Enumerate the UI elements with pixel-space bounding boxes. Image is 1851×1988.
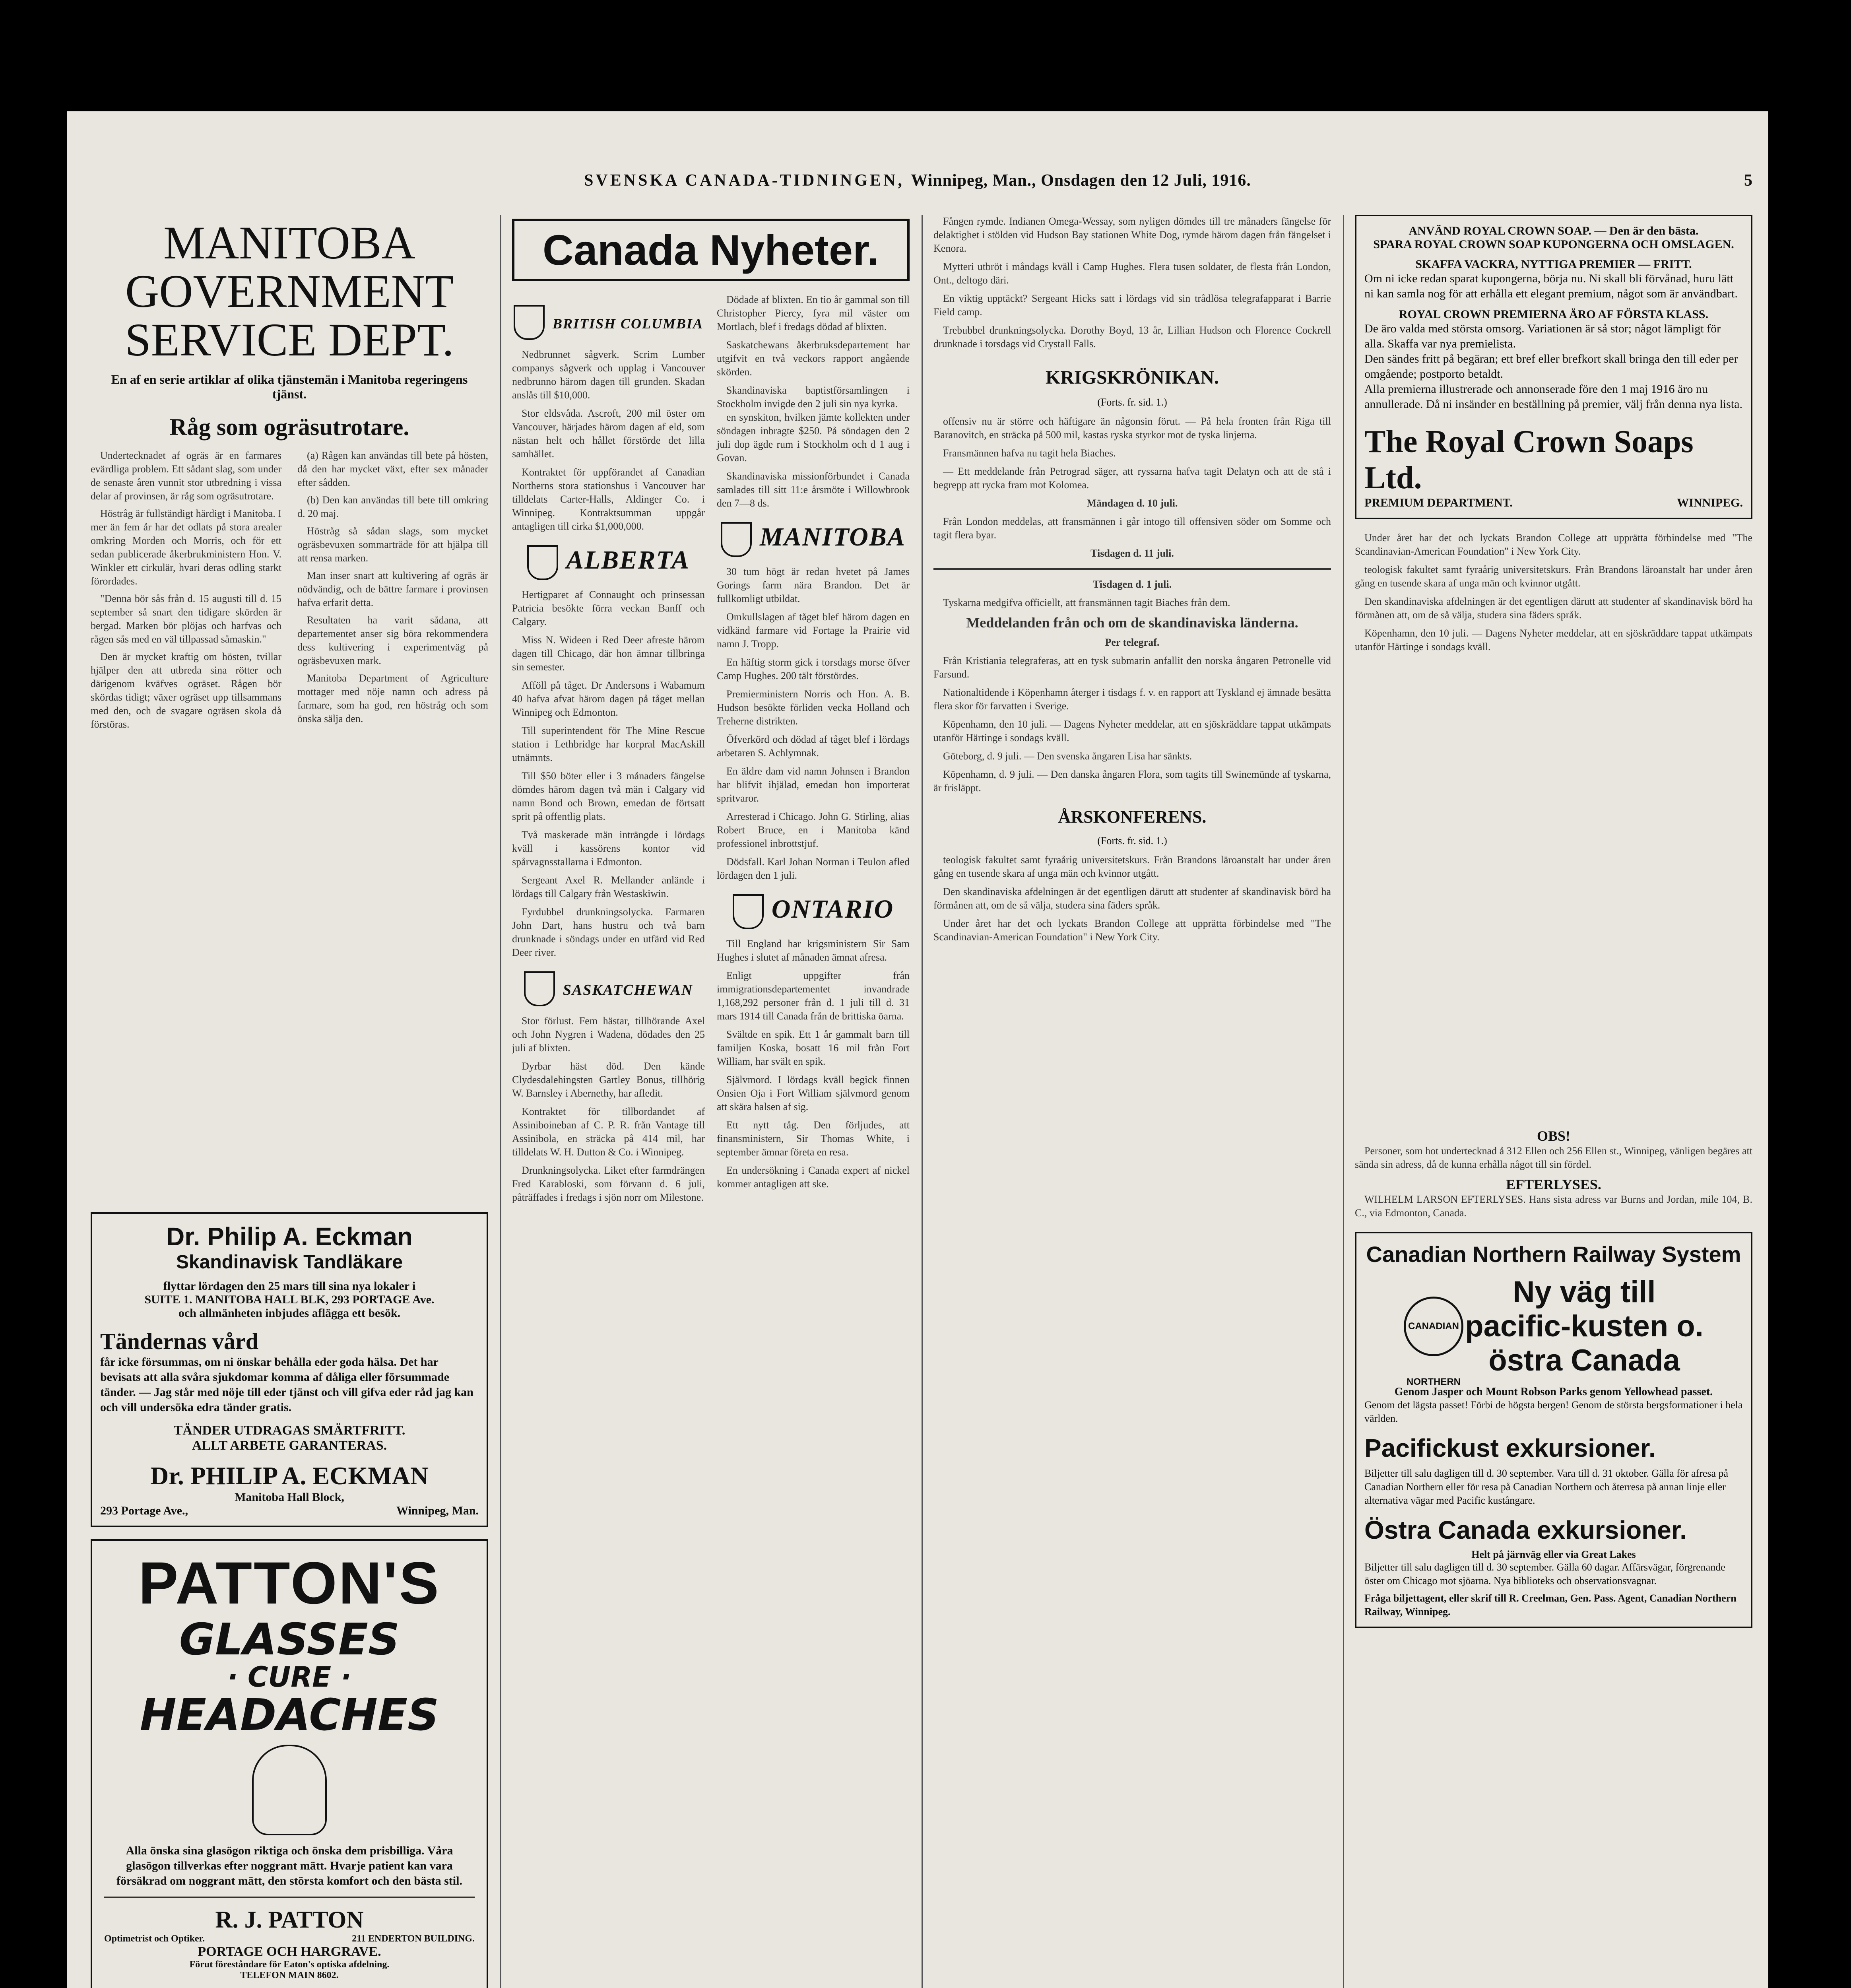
conference-title: ÅRSKONFERENS.	[1058, 807, 1207, 827]
dept-title	[91, 219, 488, 364]
crest-icon	[514, 305, 545, 340]
obs-title: OBS!	[1537, 1128, 1571, 1144]
ad-slogan-1: TÄNDER UTDRAGAS SMÄRTFRITT.	[173, 1423, 406, 1438]
divider	[104, 1897, 475, 1898]
news-item: Miss N. Wideen i Red Deer afreste härom dagen till Chicago, där hon ämnar tillbringa sin semester.	[512, 634, 705, 673]
ontario-heading	[717, 894, 910, 929]
news-item: Öfverkörd och dödad af tåget blef i lördags arbetaren S. Achlymnak.	[717, 734, 910, 759]
efterlyses-paragraph: WILHELM LARSON EFTERLYSES. Hans sista adress var Burns and Jordan, mile 104, B. C., via Edmonton, Canada.	[1355, 1194, 1752, 1219]
crest-icon	[527, 545, 558, 580]
column-divider	[500, 215, 501, 1988]
scandinavian-news	[933, 578, 1331, 795]
news-item: Omkullslagen af tåget blef härom dagen en vidkänd farmare vid Fortage la Prairie vid namn J. Tropp.	[717, 611, 910, 650]
crest-icon	[721, 522, 752, 557]
manitoba-news	[717, 565, 910, 882]
ad-care-text: får icke försummas, om ni önskar behålla eder goda hälsa. Det har bevisats att alla svåra sjukdomar komma af dåliga eller försummade tänder. — Jag står med nöje till eder tjänst och vill gifva eder råd jag kan och vill undersöka edra tänder gratis.	[100, 1355, 473, 1414]
conference-body	[933, 853, 1331, 944]
news-item: Från London meddelas, att fransmännen i går intogo till offensiven söder om Somme och tagit flera byar.	[933, 516, 1331, 541]
column-2	[512, 215, 910, 1988]
patton-role-row	[104, 1934, 475, 1944]
ad-street-row	[100, 1504, 479, 1518]
news-item: En undersökning i Canada expert af nickel kommer antagligen att ske.	[717, 1165, 910, 1190]
news-item: Fången rymde. Indianen Omega-Wessay, som nyligen dömdes till tre månaders fängelse för delaktighet i stölden vid Hudson Bay stationen White Dog, rymde härom dagen från fängelset i Kenora.	[933, 215, 1331, 254]
obs-text	[1355, 1144, 1752, 1171]
news-item: Ett nytt tåg. Den förljudes, att finansministern, Sir Thomas White, i september ämnar företa en resa.	[717, 1119, 910, 1158]
rc-line-3: SKAFFA VACKRA, NYTTIGA PREMIER — FRITT.	[1415, 258, 1692, 271]
column-divider	[1343, 215, 1344, 1988]
cnr-logo-icon: CANADIAN NORTHERN	[1404, 1297, 1463, 1356]
east-title: Östra Canada exkursioner.	[1364, 1516, 1687, 1544]
news-item: Fyrdubbel drunkningsolycka. Farmaren John Dart, hans hustru och två barn drunknade i söndags under en utfärd vid Red Deer river.	[512, 906, 705, 958]
news-item: Afföll på tåget. Dr Andersons i Wabamum 40 hafva afvat härom dagen på tåget mellan Winnipeg och Edmonton.	[512, 679, 705, 718]
college-news	[1355, 531, 1752, 1128]
news-item: teologisk fakultet samt fyraårig universitetskurs. Från Brandons läroanstalt har under åren gång en tusende skara af unga män och kvinnor utgått.	[933, 854, 1331, 879]
war-intro	[933, 215, 1331, 351]
news-item: Under året har det och lyckats Brandon College att upprätta förbindelse med "The Scandinavian-American Foundation" i New York City.	[1355, 532, 1752, 557]
ad-name-2: Dr. PHILIP A. ECKMAN	[150, 1462, 429, 1490]
ad-slogan-2: ALLT ARBETE GARANTERAS.	[192, 1438, 387, 1453]
news-item: Fransmännen hafva nu tagit hela Biaches.	[943, 447, 1116, 459]
article-body	[91, 449, 488, 1188]
paragraph: Den är mycket kraftig om hösten, tvillar hjälper den att utbreda sina rötter och därigenom kväfves ogräset. Rågen bör skördas tidigt; växer ogräset upp tillsammans med den, och de svagare ogräsen skola då förstöras.	[91, 651, 281, 730]
cnr-via: Genom Jasper och Mount Robson Parks genom Yellowhead passet.	[1394, 1386, 1713, 1398]
canada-news-title: Canada Nyheter.	[512, 219, 910, 281]
war-chronicle-body	[933, 415, 1331, 560]
news-item: Till $50 böter eller i 3 månaders fängelse dömdes härom dagen två män i Calgary vid namn Bond och Brown, emedan de förtsatt sprit på offentlig plats.	[512, 770, 705, 822]
saskatchewan-label: SASKATCHEWAN	[563, 982, 693, 999]
obs-paragraph: Personer, som hot undertecknad å 312 Ellen och 256 Ellen st., Winnipeg, vänligen begäres att sända sin adress, då de kunna erhålla något till sin fördel.	[1355, 1145, 1752, 1170]
rc-line-5: ROYAL CROWN PREMIERNA ÄRO AF FÖRSTA KLASS.	[1399, 308, 1709, 321]
news-item: Dödsfall. Karl Johan Norman i Teulon afled lördagen den 1 juli.	[717, 856, 910, 881]
paragraph: Manitoba Department of Agriculture mottager med nöje namn och adress på farmare, som ha god, ren höstråg och som önska sälja den.	[297, 672, 488, 724]
paragraph: Höstråg är fullständigt härdigt i Manitoba. I mer än fem år har det odlats på stora arealer omkring Morden och Morris, och för ett sedan publicerade åkerbrukministern Hon. V. Winkler ett cirkulär, hvari deras odling starkt förordades.	[91, 508, 281, 587]
patton-role: Optimetrist och Optiker.	[104, 1934, 205, 1944]
patton-phone: TELEFON MAIN 8602.	[240, 1970, 339, 1980]
eckman-ad	[91, 1212, 488, 1527]
cnr-headline: Ny väg till pacific-kusten o. östra Canada	[1465, 1275, 1704, 1377]
ad-care-title: Tändernas vård	[100, 1328, 259, 1354]
news-item: Stor förlust. Fem hästar, tillhörande Axel och John Nygren i Wadena, dödades den 25 juli af blixten.	[512, 1015, 705, 1054]
news-item: Köpenhamn, d. 9 juli. — Den danska ångaren Flora, som tagits till Swinemünde af tyskarna, är frisläppt.	[933, 769, 1331, 794]
series-subtitle: En af en serie artiklar af olika tjänstemän i Manitoba regeringens tjänst.	[111, 372, 468, 401]
bc-label: BRITISH COLUMBIA	[552, 316, 704, 332]
news-item: Från Kristiania telegraferas, att en tysk submarin anfallit den norska ångaren Petronelle vid Farsund.	[933, 655, 1331, 680]
ad-name: Dr. Philip A. Eckman	[166, 1222, 413, 1251]
news-item: Kontraktet för uppförandet af Canadian Northerns stora stationshus i Vancouver har tilldelats Carter-Halls, Aldinger Co. i Winnipeg. Kontraktsumman uppgår antagligen till cirka $1,000,000.	[512, 466, 705, 532]
news-item: Till superintendent för The Mine Rescue station i Lethbridge har korpral MacAskill utnämnts.	[512, 725, 705, 763]
page-number: 5	[1744, 171, 1752, 190]
masthead: SVENSKA CANADA-TIDNINGEN,	[584, 171, 904, 190]
war-chronicle-title: KRIGSKRÖNIKAN.	[1045, 367, 1219, 388]
royal-crown-ad	[1355, 215, 1752, 519]
section-heading: Meddelanden från och om de skandinaviska länderna.	[966, 615, 1298, 631]
conference-sub: (Forts. fr. sid. 1.)	[1097, 835, 1167, 846]
bc-news	[512, 348, 705, 533]
rc-dept: PREMIUM DEPARTMENT.	[1364, 496, 1513, 509]
news-item: Premierministern Norris och Hon. A. B. Hudson besökte förliden vecka Holland och Treherne distrikten.	[717, 688, 910, 727]
title-line-1: MANITOBA	[163, 217, 415, 269]
rc-company: The Royal Crown Soaps Ltd.	[1364, 424, 1694, 495]
patton-building: 211 ENDERTON BUILDING.	[352, 1934, 475, 1944]
crest-icon	[733, 894, 764, 929]
paragraph: (b) Den kan användas till bete till omkring d. 20 maj.	[297, 494, 488, 519]
date-heading: Mändagen d. 10 juli.	[1087, 497, 1178, 509]
column-divider	[922, 215, 923, 1988]
news-item: en synskiton, hvilken jämte kollekten under söndagen inbragte $250. På söndagen den 2 juli dop ägde rum i Stockholm och d 1 aug i Govan.	[717, 412, 910, 464]
news-item: Svältde en spik. Ett 1 år gammalt barn till familjen Koska, bosatt 16 mil från Fort William, har svält en spik.	[717, 1029, 910, 1067]
news-item: Dyrbar häst död. Den kände Clydesdalehingsten Gartley Bonus, tillhörig W. Barnsley i Abernethy, har afledit.	[512, 1060, 705, 1099]
cnr-ad	[1355, 1232, 1752, 1628]
news-item: Tyskarna medgifva officiellt, att fransmännen tagit Biaches från dem.	[943, 597, 1230, 608]
news-item: Den skandinaviska afdelningen är det egentligen därutt att studenter af skandinavisk börd ha förmånen att, om de så välja, studera sina fäders språk.	[933, 886, 1331, 911]
article-title: Råg som ogräsutrotare.	[169, 414, 409, 440]
news-item: En viktig upptäckt? Sergeant Hicks satt i lördags vid sin trådlösa telegrafapparat i Barrie Field camp.	[933, 293, 1331, 318]
saskatchewan-heading	[512, 971, 705, 1006]
alberta-label: ALBERTA	[566, 546, 690, 575]
patton-headaches: HEADACHES	[140, 1689, 439, 1740]
alberta-heading	[512, 545, 705, 580]
news-item: Enligt uppgifter från immigrationsdepartementet invandrade 1,168,292 personer från d. 1 juli till d. 31 mars 1914 till Canada från de brittiska öarna.	[717, 970, 910, 1022]
patton-glasses: GLASSES	[179, 1614, 400, 1665]
woman-portrait-icon	[252, 1745, 327, 1835]
alberta-news	[512, 588, 705, 959]
divider	[933, 568, 1331, 570]
rc-dept-row	[1364, 496, 1743, 510]
news-item: Skandinaviska missionförbundet i Canada samlades till sitt 11:e årsmöte i Willowbrook den 7—8 ds.	[717, 470, 910, 509]
rc-line-1: ANVÄND ROYAL CROWN SOAP. — Den är den bästa.	[1409, 224, 1699, 237]
news-item: Skandinaviska baptistförsamlingen i Stockholm invigde den 2 juli sin nya kyrka.	[717, 384, 910, 410]
column-4	[1355, 215, 1752, 1988]
date-heading: Tisdagen d. 1 juli.	[1092, 579, 1172, 590]
ontario-label: ONTARIO	[771, 895, 894, 924]
news-item: Köpenhamn, den 10 juli. — Dagens Nyheter meddelar, att en sjöskräddare tappat utkämpats utanför Härtinge i sondags kväll.	[1355, 627, 1752, 652]
news-item: Kontraktet för tillbordandet af Assiniboineban af C. P. R. från Vantage till Assinibola, en sträcka på 414 mil, har tilldelats W. H. Dutton & Co. i Winnipeg.	[512, 1106, 705, 1158]
ad-title: Skandinavisk Tandläkare	[176, 1252, 403, 1273]
crest-icon	[524, 971, 555, 1006]
patton-cure: · CURE ·	[227, 1661, 351, 1693]
efterlyses-text	[1355, 1193, 1752, 1220]
pacific-title: Pacifickust exkursioner.	[1364, 1434, 1656, 1462]
news-item: offensiv nu är större och häftigare än någonsin förut. — På hela fronten från Rigа till Baranovitch, en sträcka på 500 mil, kastas ryska styrkor mot de tyska linjerna.	[933, 415, 1331, 441]
news-item: Trebubbel drunkningsolycka. Dorothy Boyd, 13 år, Lillian Hudson och Florence Cockrell drunknade i torsdags vid Crystall Falls.	[933, 324, 1331, 349]
column-3	[933, 215, 1331, 1988]
news-item: Självmord. I lördags kväll begick finnen Onsien Oja i Fort William självmord genom att skära halsen af sig.	[717, 1074, 910, 1112]
news-item: — Ett meddelande från Petrograd säger, att ryssarna hafva tagit Delatyn och att de stå i begrepp att rycka fram mot Kolomea.	[933, 466, 1331, 491]
patton-corner: PORTAGE OCH HARGRAVE.	[198, 1944, 381, 1959]
news-item: Göteborg, d. 9 juli. — Den svenska ångaren Lisa har sänkts.	[943, 750, 1192, 762]
ad-invite: och allmänheten inbjudes afläggа ett besök.	[178, 1307, 401, 1320]
news-item: Dödade af blixten. En tio år gammal son till Christopher Piercy, fyra mil väster om Mortlach, blef i fredags dödad af blixten.	[717, 294, 910, 332]
title-line-2: GOVERNMENT	[125, 265, 454, 317]
news-item: En äldre dam vid namn Johnsen i Brandon har blifvit ihjälad, emedan hon importerat spritvaror.	[717, 765, 910, 804]
news-item: Drunkningsolycka. Liket efter farmdrängen Fred Karabloski, som förvann d. 6 juli, påträffades i fredags i sjön norr om Milestone.	[512, 1165, 705, 1203]
rc-line-4: Om ni icke redan sparat kupongerna, börja nu. Ni skall bli förvånad, huru lätt ni kan samla nog för att erhålla ett elegant premium, något som är användbart.	[1364, 272, 1738, 300]
subheading: Per telegraf.	[1105, 637, 1160, 648]
paragraph: Resultaten ha varit sådana, att departementet anser sig böra rekommendera dess kultivering i experimentväg på ogräsbevuxen mark.	[297, 614, 488, 666]
pacific-text: Biljetter till salu dagligen till d. 30 september. Vara till d. 31 oktober. Gälla för afresa på Canadian Northern eller för resa på Canadian Northern och återresa på annan linje eller alternativa vägar med Pacific kustångare.	[1364, 1468, 1729, 1506]
patton-ad	[91, 1539, 488, 1988]
bc-heading	[512, 305, 705, 340]
news-item: Nedbrunnet sågverk. Scrim Lumber companys sågverk och upplag i Vancouver nedbrunno härom dagen till grunden. Skadan anslås till $10,000.	[512, 349, 705, 401]
patton-note: Förut föreståndare för Eaton's optiska afdelning.	[189, 1959, 390, 1970]
news-item: Saskatchewans åkerbruksdepartement har utgifvit en två veckors rapport angående skörden.	[717, 339, 910, 378]
news-item: teologisk fakultet samt fyraårig universitetskurs. Från Brandons läroanstalt har under åren gång en tusende skara af unga män och kvinnor utgått.	[1355, 564, 1752, 589]
news-item: Två maskerade män inträngde i lördags kväll i kassörens kontor vid spårvagnsstallarna i Edmonton.	[512, 829, 705, 868]
manitoba-heading	[717, 522, 910, 557]
patton-text: Alla önska sina glasögon riktiga och önska dem prisbilliga. Våra glasögon tillverkas efter noggrant mätt. Hvarje patient kan vara försäkrad om noggrant mätt, den största komfort och den bästa stil.	[116, 1844, 462, 1887]
patton-name: R. J. PATTON	[215, 1906, 364, 1933]
canada-news-body	[512, 293, 910, 1988]
place-date: Winnipeg, Man., Onsdagen den 12 Juli, 1916.	[911, 171, 1251, 190]
column-1	[91, 215, 488, 1988]
ontario-news	[717, 937, 910, 1191]
title-line-3: SERVICE DEPT.	[125, 314, 454, 366]
ad-address: SUITE 1. MANITOBA HALL BLK, 293 PORTAGE Ave.	[144, 1293, 435, 1306]
cnr-title: Canadian Northern Railway System	[1366, 1242, 1741, 1267]
rc-line-7: Den sändes fritt på begäran; ett bref eller brefkort skall bringa den till eder per omgående; postporto betaldt.	[1364, 352, 1738, 381]
efterlyses-title: EFTERLYSES.	[1506, 1176, 1601, 1192]
page-header	[67, 171, 1768, 203]
news-item: Köpenhamn, den 10 juli. — Dagens Nyheter meddelar, att en sjöskräddare tappat utkämpats utanför Härtinge i sondags kväll.	[933, 718, 1331, 744]
paragraph: (a) Rågen kan användas till bete på hösten, då den har mycket växt, efter sex månader efter sådden.	[297, 450, 488, 488]
news-item: Stor eldsvåda. Ascroft, 200 mil öster om Vancouver, härjades härom dagen af eld, som nästan helt och hållet förstörde det lilla samhället.	[512, 408, 705, 460]
patton-title: PATTON'S	[138, 1549, 440, 1616]
news-item: Sergeant Axel R. Mellander anlände i lördags till Calgary från Westaskiwin.	[512, 874, 705, 899]
news-item: Den skandinaviska afdelningen är det egentligen därutt att studenter af skandinavisk börd ha förmånen att, om de så välja, studera sina fäders språk.	[1355, 596, 1752, 621]
rc-city: WINNIPEG.	[1677, 496, 1743, 509]
news-item: Mytteri utbröt i måndags kväll i Camp Hughes. Flera tusen soldater, de flesta från London, Ont., deltogo däri.	[933, 261, 1331, 286]
news-item: Hertigparet af Connaught och prinsessan Patricia besökte förra veckan Banff och Calgary.	[512, 589, 705, 627]
war-chronicle-sub: (Forts. fr. sid. 1.)	[1097, 396, 1167, 408]
news-item: Nationaltidende i Köpenhamn återger i tisdags f. v. en rapport att Tyskland ej ämnade besätta flera skor för farvatten i Sverige.	[933, 687, 1331, 712]
cnr-head-row	[1364, 1275, 1743, 1387]
news-item: En häftig storm gick i torsdags morse öfver Camp Hughes. 200 tält förstördes.	[717, 656, 910, 681]
rc-line-8: Alla premierna illustrerade och annonserade före den 1 maj 1916 äro nu annullerade. Då ni insänder en beställning på premier, välj från denna nya lista.	[1364, 382, 1742, 411]
cnr-contact: Fråga biljettagent, eller skrif till R. Creelman, Gen. Pass. Agent, Canadian Northern Railway, Winnipeg.	[1364, 1592, 1737, 1617]
rc-line-2: SPARA ROYAL CROWN SOAP KUPONGERNA OCH OMSLAGEN.	[1373, 238, 1734, 251]
ad-city: Winnipeg, Man.	[396, 1504, 479, 1517]
date-heading: Tisdagen d. 11 juli.	[1090, 547, 1174, 559]
news-item: Till England har krigsministern Sir Sam Hughes i slutet af månaden ämnat afresa.	[717, 938, 910, 963]
bc-news-continued	[717, 411, 910, 510]
ad-hall: Manitoba Hall Block,	[235, 1491, 344, 1504]
paragraph: Man inser snart att kultivering af ogräs är nödvändig, och de bättre farmare i provinsen hafva erfarit detta.	[297, 570, 488, 608]
paragraph: "Denna bör sås från d. 15 augusti till d. 15 september så snart den tidigare skörden är bergad. Marken bör plöjas och harfvas och rågen sås med en väl tillpassad såmaskin."	[91, 593, 281, 645]
news-item: Arresterad i Chicago. John G. Stirling, alias Robert Bruce, en i Manitoba känd professionel inbrottstjuf.	[717, 811, 910, 849]
ad-move: flyttar lördagen den 25 mars till sina nya lokaler i	[163, 1279, 416, 1293]
rc-line-6: De äro valda med största omsorg. Variationen är så stor; något lämpligt för alla. Skaffa var nya premielista.	[1364, 322, 1721, 350]
newspaper-page	[67, 111, 1768, 1988]
news-item: Under året har det och lyckats Brandon College att upprätta förbindelse med "The Scandinavian-American Foundation" i New York City.	[933, 918, 1331, 943]
east-text: Biljetter till salu dagligen till d. 30 september. Gälla 60 dagar. Affärsvägar, förgrenande öster om Chicago mot sjöarna. Nya biblioteks och observationsvagnar.	[1364, 1561, 1725, 1586]
paragraph: Undertecknadet af ogräs är en farmares evärdliga problem. Ett sådant slag, som under de senaste åren vunnit stor utbredning i vissa delar af provinsen, är råg som ogräsutrotare.	[91, 450, 281, 502]
east-sub: Helt på järnväg eller via Great Lakes	[1471, 1549, 1636, 1560]
manitoba-label: MANITOBA	[760, 522, 906, 552]
news-item: 30 tum högt är redan hvetet på James Gorings farm nära Brandon. Det är fullkomligt utbildat.	[717, 566, 910, 604]
cnr-text-1: Genom det lägsta passet! Förbi de högsta bergen! Genom de största bergsformationer i hela världen.	[1364, 1399, 1743, 1424]
paragraph: Höstråg så sådan slags, som mycket ogräsbevuxen sommarträde för att hjälpa till att rensa marken.	[297, 525, 488, 564]
ad-street: 293 Portage Ave.,	[100, 1504, 188, 1517]
